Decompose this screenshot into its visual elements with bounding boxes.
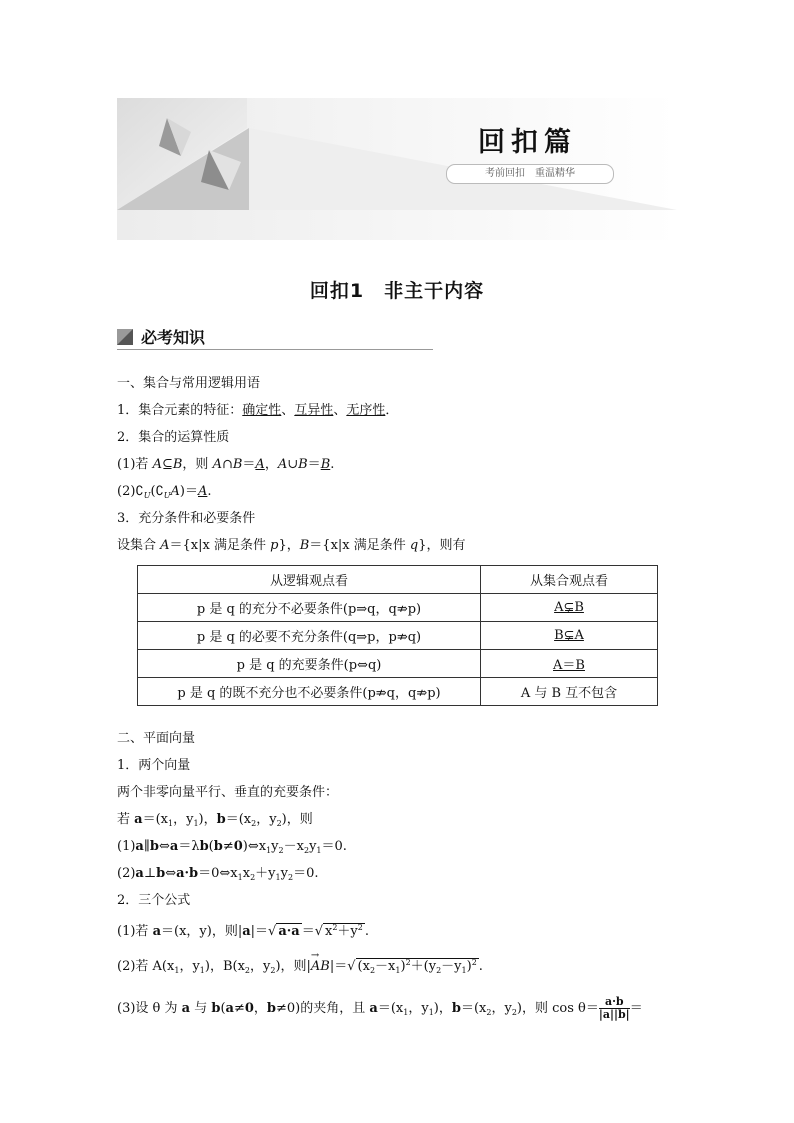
vector-definition: 若 $a=(x_1$，$y_1$)，$b=(x_2$，$y_2$)，则	[117, 812, 313, 828]
conditions-table	[137, 565, 658, 706]
section-icon	[117, 329, 133, 345]
table-cell-set: A⊊B	[481, 594, 658, 622]
set-definition: 设集合 A＝{x|x 满足条件 p}，B＝{x|x 满足条件 q}，则有	[117, 538, 466, 553]
fraction: $\frac{a\cdot b}{|a||b|}$	[598, 995, 630, 1021]
table-cell-set: B⊊A	[481, 622, 658, 650]
table-row	[138, 594, 658, 622]
set-rule-1: (1)若 A⊆B，则 A∩B＝A，A∪B＝B.	[117, 457, 335, 472]
set-element-features: 1．集合元素的特征：确定性、互异性、无序性．	[117, 403, 399, 418]
heading-vectors: 二、平面向量	[117, 731, 196, 746]
formula-distance: (2)若 $A(x_1$，$y_1$)，$B(x_2$，$y_2$)，则|→ AB|＝√ $(x_2-x_1)^2+(y_2-y_1)^2$ .	[117, 954, 483, 980]
section-heading: 必考知识	[141, 328, 206, 347]
table-row	[138, 622, 658, 650]
table-header-set: 从集合观点看	[481, 566, 658, 594]
banner-subtitle: 考前回扣 重温精华	[446, 164, 614, 184]
parallel-condition: $(1)a\parallel b\Leftrightarrow a=\lambda b(b\ne 0)\Leftrightarrow x_1y_2-x_2y_1=0$.	[117, 839, 347, 855]
table-header-row	[138, 566, 658, 594]
perpendicular-condition: $(2)a\perp b\Leftrightarrow a\cdot b=0\Leftrightarrow x_1x_2+y_1y_2=0$.	[117, 866, 319, 882]
two-vectors-heading: 1．两个向量	[117, 758, 191, 773]
three-formulas-heading: 2．三个公式	[117, 893, 191, 908]
table-cell-logic: p 是 q 的充分不必要条件(p⇒q，q⇏p)	[138, 594, 481, 622]
banner-title: 回扣篇	[478, 127, 577, 158]
page-title: 回扣1 非主干内容	[309, 280, 485, 302]
table-cell-logic: p 是 q 的充要条件(p⇔q)	[138, 650, 481, 678]
formula-angle: (3)设 θ 为 a 与 b(a≠0，b≠0)的夹角，且 $a=(x_1$，$y_1$)，$b=(x_2$，$y_2$)，则 cos θ＝ $\frac{a\cdot b}{|a||b|}$ ＝	[117, 995, 643, 1021]
section-header	[117, 325, 433, 350]
conditions-heading: 3．充分条件和必要条件	[117, 511, 256, 526]
table-header-logic: 从逻辑观点看	[138, 566, 481, 594]
table-cell-set: A 与 B 互不包含	[481, 678, 658, 706]
table-cell-set: A＝B	[481, 650, 658, 678]
vector-arrow: → AB	[311, 959, 330, 974]
table-row	[138, 678, 658, 706]
heading-sets-logic: 一、集合与常用逻辑用语	[117, 376, 261, 391]
table-row	[138, 650, 658, 678]
table-cell-logic: p 是 q 的必要不充分条件(q⇒p，p⇏q)	[138, 622, 481, 650]
set-operation-heading: 2．集合的运算性质	[117, 430, 230, 445]
sqrt-term: $x^2+y^2$	[324, 923, 363, 939]
sqrt-term: $(x_2-x_1)^2+(y_2-y_1)^2$	[357, 958, 477, 975]
set-rule-2: $(2)∁_U(∁_UA)=A$.	[117, 484, 212, 500]
table-cell-logic: p 是 q 的既不充分也不必要条件(p⇏q，q⇏p)	[138, 678, 481, 706]
sqrt-term: a·a	[278, 924, 300, 939]
vector-conditions-intro: 两个非零向量平行、垂直的充要条件：	[117, 785, 339, 800]
formula-magnitude: (1)若 a＝(x，y)，则|a|＝√ a·a ＝√ $x^2+y^2$ .	[117, 923, 370, 939]
